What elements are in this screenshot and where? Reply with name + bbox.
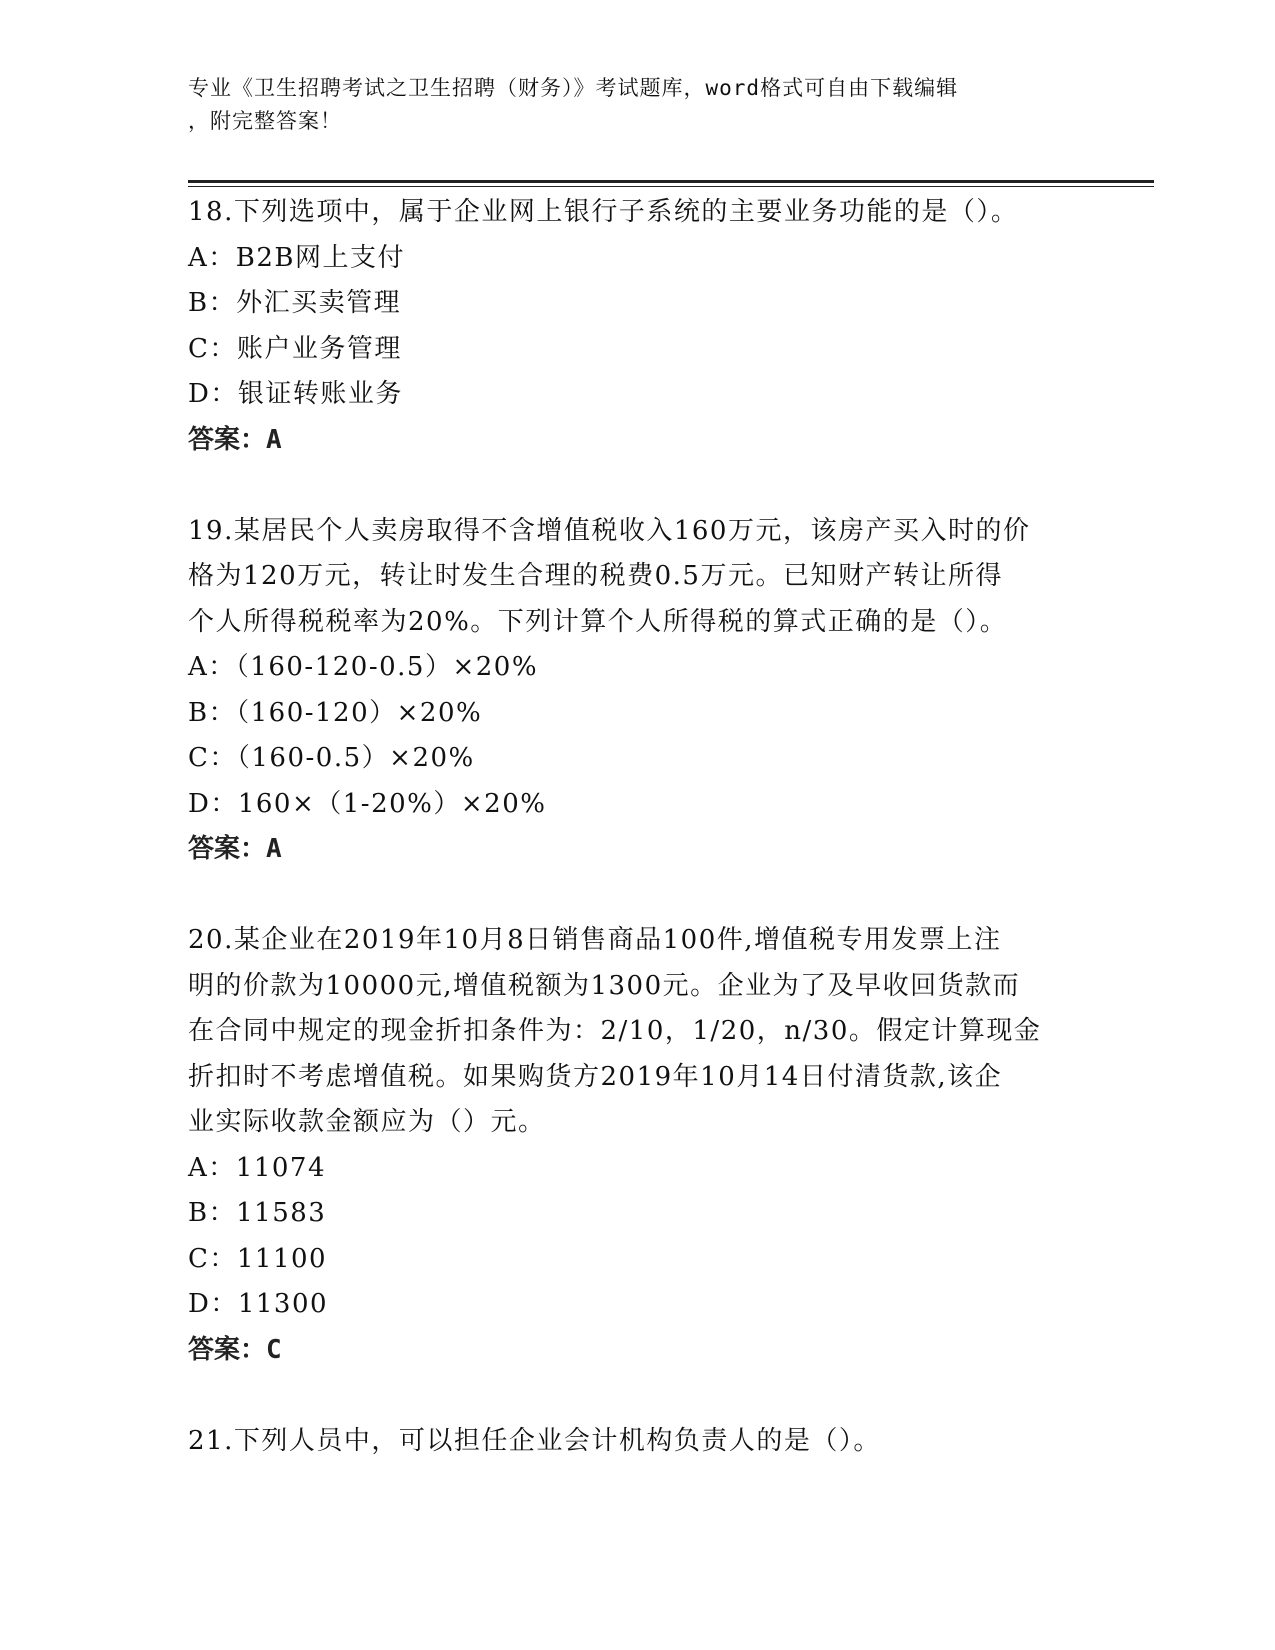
option-d: D：银证转账业务 <box>188 379 403 409</box>
option-a: A：11074 <box>188 1152 326 1183</box>
answer-line: 答案：C <box>188 1334 282 1365</box>
question-20 <box>188 918 1088 1373</box>
option-c: C：账户业务管理 <box>188 333 402 364</box>
question-18 <box>188 190 1088 463</box>
option-b: B：11583 <box>188 1198 327 1228</box>
header-rule-thin <box>188 186 1154 187</box>
question-stem: 18.下列选项中，属于企业网上银行子系统的主要业务功能的是（）。 <box>188 197 1019 227</box>
question-stem-line-3: 在合同中规定的现金折扣条件为：2/10，1/20，n/30。假定计算现金 <box>188 1016 1042 1046</box>
header-line-2: ，附完整答案！ <box>188 109 342 133</box>
question-stem-line-5: 业实际收款金额应为（）元。 <box>188 1107 546 1137</box>
question-21 <box>188 1419 1088 1465</box>
document-header <box>188 72 1068 138</box>
answer-line: 答案：A <box>188 834 282 864</box>
question-stem-line-3: 个人所得税税率为20%。下列计算个人所得税的算式正确的是（）。 <box>188 606 1008 637</box>
option-b: B：（160-120）×20% <box>188 697 483 728</box>
option-b: B：外汇买卖管理 <box>188 288 402 318</box>
option-c: C：11100 <box>188 1243 328 1274</box>
question-stem-line-2: 明的价款为10000元,增值税额为1300元。企业为了及早收回货款而 <box>188 970 1021 1001</box>
answer-line: 答案：A <box>188 424 282 455</box>
question-stem: 21.下列人员中，可以担任企业会计机构负责人的是（）。 <box>188 1425 881 1456</box>
question-stem-line-1: 20.某企业在2019年10月8日销售商品100件,增值税专用发票上注 <box>188 925 1002 955</box>
option-c: C：（160-0.5）×20% <box>188 743 475 773</box>
option-d: D：11300 <box>188 1289 329 1319</box>
question-stem-line-2: 格为120万元，转让时发生合理的税费0.5万元。已知财产转让所得 <box>188 561 1003 591</box>
header-line-1: 专业《卫生招聘考试之卫生招聘（财务）》考试题库，word格式可自由下载编辑 <box>188 76 959 100</box>
question-list <box>188 190 1088 1464</box>
question-stem-line-4: 折扣时不考虑增值税。如果购货方2019年10月14日付清货款,该企 <box>188 1061 1003 1092</box>
option-a: A：B2B网上支付 <box>188 242 406 273</box>
option-d: D：160×（1-20%）×20% <box>188 788 547 819</box>
question-19 <box>188 509 1088 873</box>
question-spacer <box>188 1373 1088 1419</box>
option-a: A：（160-120-0.5）×20% <box>188 652 539 682</box>
question-spacer <box>188 463 1088 509</box>
question-spacer <box>188 873 1088 919</box>
question-stem-line-1: 19.某居民个人卖房取得不含增值税收入160万元，该房产买入时的价 <box>188 515 1031 546</box>
header-rule-thick <box>188 180 1154 183</box>
